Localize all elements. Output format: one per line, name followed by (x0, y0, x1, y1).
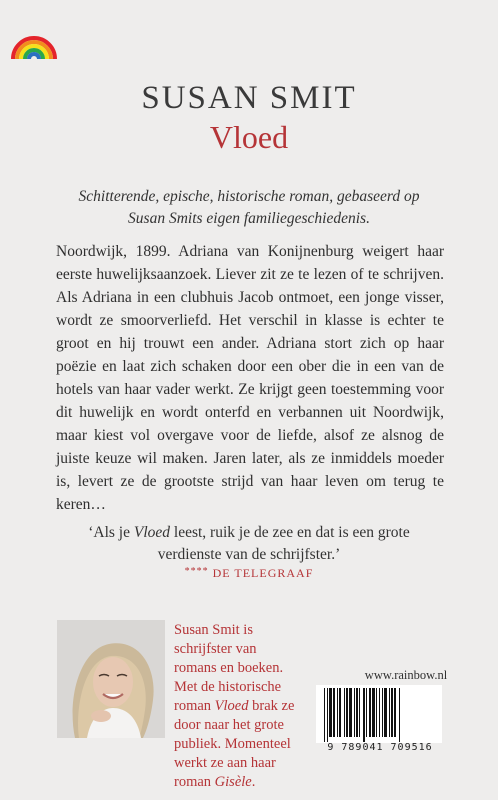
barcode-bar (339, 688, 341, 737)
barcode-bar (337, 688, 338, 737)
review-source-name: DE TELEGRAAF (212, 566, 314, 580)
bio-text-1: Susan Smit is schrijfster van romans en boeken. Met de historische roman (174, 622, 284, 714)
barcode-bar (394, 688, 396, 737)
barcode-bar (379, 688, 380, 737)
barcode-bar (376, 688, 377, 737)
barcode-bar (389, 688, 390, 737)
bio-emphasis-1: Vloed (214, 698, 249, 714)
bio-text-3: . (251, 774, 256, 790)
isbn-number: 9 789041 709516 (327, 742, 433, 753)
barcode-bar (349, 688, 352, 737)
book-title: Vloed (209, 119, 289, 155)
author-bio (174, 621, 300, 792)
barcode-bar (399, 688, 400, 742)
tagline: Schitterende, epische, historische roman, gebaseerd op Susan Smits eigen familiegeschiedenis. (78, 188, 420, 227)
barcode-bar (354, 688, 355, 737)
review-source (0, 566, 498, 581)
review-quote (66, 522, 432, 566)
barcode-bar (346, 688, 348, 737)
bio-emphasis-2: Gisèle (214, 774, 252, 790)
bio-text-2: brak ze door naar het grote publiek. Momenteel werkt ze aan haar roman (174, 698, 295, 790)
blurb-text: Noordwijk, 1899. Adriana van Konijnenburg weigert haar eerste huwelijksaanzoek. Liever zit ze te lezen of te schrijven. Als Adriana in een clubhuis Jacob ontmoet, een jonge visser, wordt ze smoorverliefd. Het verschil in klasse is echter te groot en hij trouwt een ander. Adriana stort zich op haar poëzie en laat zich schaken door een ober die in een van de hotels van haar vader werkt. Ze krijgt geen toestemming voor dit huwelijk en wordt onterfd en verbannen uit Noordwijk, maar kiest vol overgave voor de liefde, alsof ze alsnog de juiste keuze wil maken. Jaren later, als ze inmiddels moeder is, levert ze de grootste strijd van haar leven om terug te keren… (56, 243, 444, 513)
barcode-bar (372, 688, 375, 737)
barcode-bar (327, 688, 328, 742)
rainbow-logo-icon (9, 23, 59, 61)
barcode-bar (329, 688, 332, 737)
author-photo (57, 620, 165, 738)
barcode-bar (344, 688, 345, 737)
barcode-bar (356, 688, 358, 737)
barcode-bar (369, 688, 371, 737)
barcode-bar (382, 688, 383, 737)
barcode-bar (384, 688, 387, 737)
quote-title-emphasis: Vloed (133, 524, 171, 541)
barcode (316, 685, 442, 743)
author-name: SUSAN SMIT (141, 80, 357, 116)
quote-text-end: leest, ruik je de zee en dat is een grote verdienste van de schrijfster.’ (157, 524, 410, 563)
barcode-bar (391, 688, 393, 737)
barcode-bar (359, 688, 360, 737)
publisher-website: www.rainbow.nl (364, 668, 448, 682)
quote-text-start: ‘Als je (88, 524, 134, 541)
barcode-bar (333, 688, 335, 737)
barcode-bar (363, 688, 365, 742)
barcode-bars (322, 688, 436, 742)
barcode-bar (366, 688, 367, 737)
barcode-bar (324, 688, 325, 742)
rating-stars: **** (184, 566, 209, 577)
